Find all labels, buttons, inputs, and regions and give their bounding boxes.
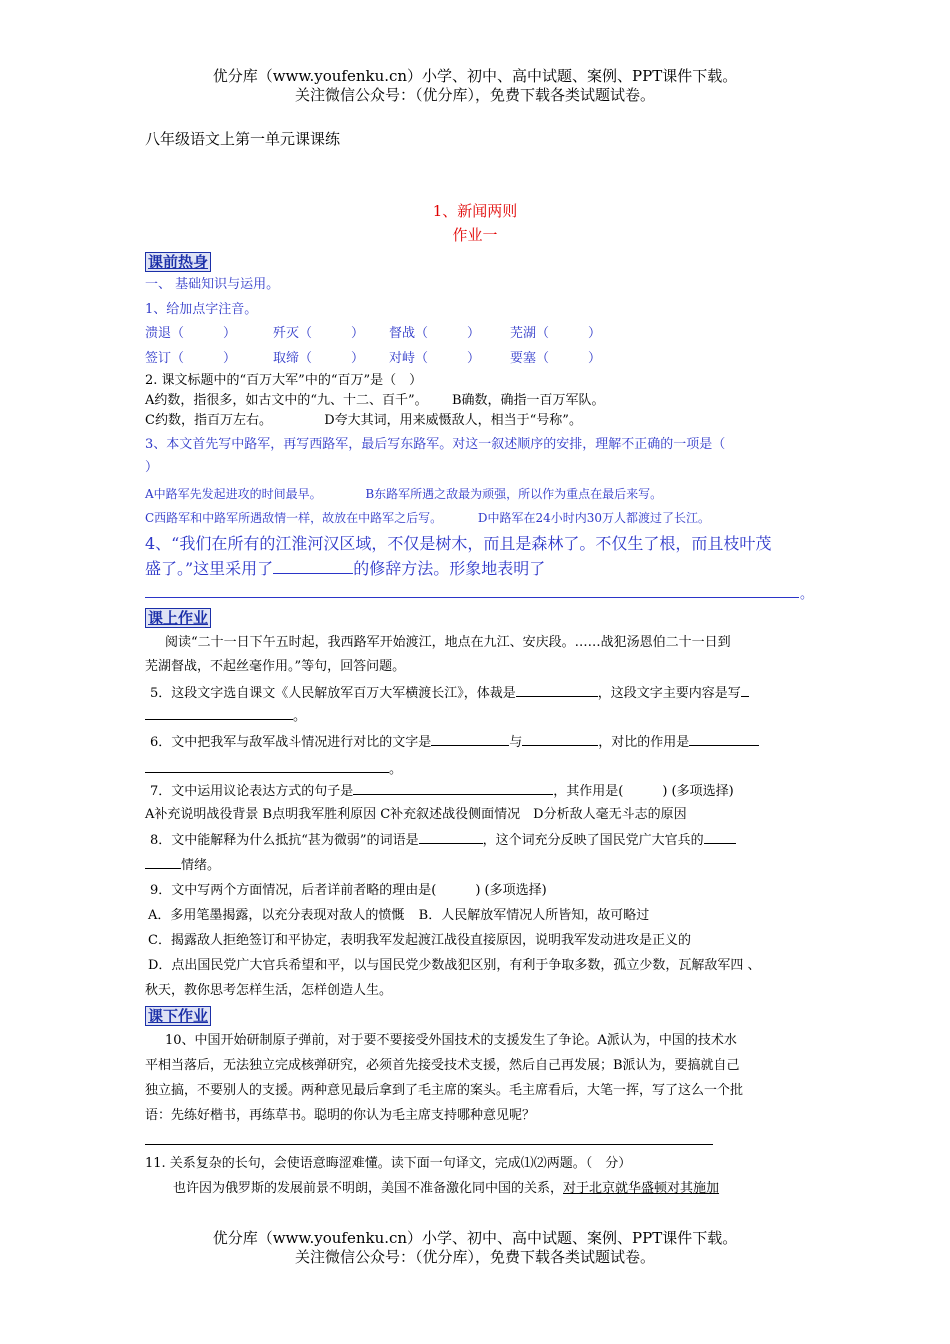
site-footer-line2: 关注微信公众号：（优分库），免费下载各类试题试卷。 bbox=[294, 1248, 655, 1266]
q2-option-a: A约数，指很多，如古文中的“九、十二、百千”。 bbox=[145, 393, 428, 408]
q11-line1: 也许因为俄罗斯的发展前景不明朗，美国不准备激化同中国的关系， bbox=[173, 1181, 564, 1196]
q3-option-c: C西路军和中路军所遇敌情一样，故放在中路军之后写。 bbox=[145, 511, 443, 525]
q5-blank-content[interactable] bbox=[741, 682, 749, 697]
q4-line1: 4、“我们在所有的江淮河汉区域，不仅是树木，而且是森林了。不仅生了根，而且枝叶茂 bbox=[145, 534, 772, 553]
pinyin-item: 芜湖（ ） bbox=[510, 326, 602, 341]
site-header-line2: 关注微信公众号：（优分库），免费下载各类试题试卷。 bbox=[294, 86, 655, 104]
pinyin-item: 溃退（ ） bbox=[145, 326, 237, 341]
q8-blank-2[interactable] bbox=[704, 829, 736, 844]
q2-option-c: C约数，指百万左右。 bbox=[145, 413, 272, 428]
q9-option-a: A．多用笔墨揭露，以充分表现对敌人的愤慨 bbox=[148, 908, 405, 923]
q2-option-d: D夸大其词，用来威慑敌人，相当于“号称”。 bbox=[324, 413, 582, 428]
q7-options: A补充说明战役背景 B点明我军胜利原因 C补充叙述战役侧面情况 D分析敌人毫无斗志的原因 bbox=[145, 807, 687, 822]
q3-option-a: A中路军先发起进攻的时间最早。 bbox=[145, 487, 322, 501]
pinyin-item: 取缔（ ） bbox=[273, 351, 365, 366]
site-header-line1: 优分库（www.youfenku.cn）小学、初中、高中试题、案例、PPT课件下载。 bbox=[212, 67, 738, 85]
site-footer-line1: 优分库（www.youfenku.cn）小学、初中、高中试题、案例、PPT课件下载。 bbox=[212, 1229, 738, 1247]
pinyin-row-1 bbox=[145, 323, 810, 345]
q4-end: 。 bbox=[800, 587, 814, 602]
q10-line2: 平相当落后，无法独立完成核弹研究，必须首先接受技术支援，然后自己再发展；B派认为，要搞就自己 bbox=[145, 1058, 740, 1073]
pinyin-item: 签订（ ） bbox=[145, 351, 237, 366]
q4-line2a: 盛了。”这里采用了 bbox=[145, 559, 274, 578]
q9-option-c: C．揭露敌人拒绝签订和平协定，表明我军发起渡江战役直接原因，说明我军发动进攻是正义的 bbox=[148, 933, 691, 948]
q4-answer-line[interactable] bbox=[145, 597, 799, 598]
q5-text-b: ，这段文字主要内容是写 bbox=[597, 686, 741, 701]
lesson-title: 1、新闻两则 bbox=[432, 202, 518, 220]
q6-text-b: 与 bbox=[509, 735, 523, 750]
q5-blank-genre[interactable] bbox=[516, 682, 598, 697]
q7-text-a: 7．文中运用议论表达方式的句子是 bbox=[150, 784, 354, 799]
q10-answer-line[interactable] bbox=[145, 1144, 713, 1145]
q6-blank-3[interactable] bbox=[689, 731, 759, 746]
q4-blank-1[interactable] bbox=[273, 557, 353, 574]
q11-stem: 11. 关系复杂的长句，会使语意晦涩难懂。读下面一句译文，完成⑴⑵两题。（ 分） bbox=[145, 1156, 632, 1171]
pinyin-item: 对峙（ ） bbox=[389, 351, 481, 366]
q8-blank-2-cont[interactable] bbox=[145, 854, 181, 869]
q3-option-b: B东路军所遇之敌最为顽强，所以作为重点在最后来写。 bbox=[365, 487, 663, 501]
q4-line2b: 的修辞方法。形象地表明了 bbox=[353, 559, 546, 578]
q6-blank-3-cont[interactable] bbox=[145, 758, 389, 773]
q10-line4: 语：先练好楷书，再练草书。聪明的你认为毛主席支持哪种意见呢？ bbox=[145, 1108, 536, 1123]
q9-option-b: B．人民解放军情况人所皆知，故可略过 bbox=[418, 908, 650, 923]
reading-line2: 芜湖督战，不起丝毫作用。”等句，回答问题。 bbox=[145, 659, 406, 674]
pinyin-item: 要塞（ ） bbox=[510, 351, 602, 366]
q6-blank-2[interactable] bbox=[522, 731, 598, 746]
pinyin-item: 督战（ ） bbox=[389, 326, 481, 341]
q3-stem: 3、本文首先写中路军，再写西路军，最后写东路军。对这一叙述顺序的安排，理解不正确的一项是（ bbox=[145, 437, 726, 452]
q5-text-a: 5．这段文字选自课文《人民解放军百万大军横渡长江》，体裁是 bbox=[150, 686, 516, 701]
q3-option-d: D中路军在24小时内30万人都渡过了长江。 bbox=[477, 511, 711, 525]
q5-end: 。 bbox=[293, 709, 307, 724]
q9-stem: 9．文中写两个方面情况，后者详前者略的理由是( ) (多项选择) bbox=[150, 883, 547, 898]
reading-line1: 阅读“二十一日下午五时起，我西路军开始渡江，地点在九江、安庆段。……战犯汤恩伯二十一日到 bbox=[165, 635, 731, 650]
doc-title: 八年级语文上第一单元课课练 bbox=[145, 130, 341, 148]
q11-line1-underlined: 对于北京就华盛顿对其施加 bbox=[563, 1181, 720, 1196]
q8-text-c: 情绪。 bbox=[181, 858, 221, 873]
q8-blank-1[interactable] bbox=[419, 829, 483, 844]
q10-line1: 10、中国开始研制原子弹前，对于要不要接受外国技术的支援发生了争论。A派认为，中国的技术水 bbox=[165, 1033, 737, 1048]
q6-blank-1[interactable] bbox=[431, 731, 509, 746]
q6-text-c: ，对比的作用是 bbox=[598, 735, 690, 750]
q2-option-b: B确数，确指一百万军队。 bbox=[451, 393, 605, 408]
section-after-class: 课下作业 bbox=[145, 1006, 211, 1026]
q6-end: 。 bbox=[389, 762, 403, 777]
q5-blank-content-cont[interactable] bbox=[145, 705, 293, 720]
section-pre-class: 课前热身 bbox=[145, 252, 211, 272]
q8-text-a: 8．文中能解释为什么抵抗“甚为微弱”的词语是 bbox=[150, 833, 419, 848]
pinyin-row-2 bbox=[145, 348, 810, 370]
q7-blank[interactable] bbox=[353, 780, 553, 795]
q2-stem: 2. 课文标题中的“百万大军”中的“百万”是（ ） bbox=[145, 373, 423, 388]
q9-option-d-line2: 秋天，教你思考怎样生活，怎样创造人生。 bbox=[145, 983, 393, 998]
q1-stem: 1、给加点字注音。 bbox=[145, 302, 258, 317]
q10-line3: 独立搞，不要别人的支援。两种意见最后拿到了毛主席的案头。毛主席看后，大笔一挥，写了这么一个批 bbox=[145, 1083, 744, 1098]
q8-text-b: ，这个词充分反映了国民党广大官兵的 bbox=[482, 833, 704, 848]
part1-heading: 一、 基础知识与运用。 bbox=[145, 277, 280, 292]
q7-text-b: ，其作用是( ) (多项选择) bbox=[553, 784, 734, 799]
q6-text-a: 6．文中把我军与敌军战斗情况进行对比的文字是 bbox=[150, 735, 432, 750]
q3-stem-end: ） bbox=[145, 460, 159, 475]
q9-option-d-line1: D．点出国民党广大官兵希望和平，以与国民党少数战犯区别，有利于争取多数，孤立少数，瓦解敌军四 、 bbox=[148, 958, 761, 973]
pinyin-item: 歼灭（ ） bbox=[273, 326, 365, 341]
homework-title: 作业一 bbox=[452, 226, 498, 244]
section-in-class: 课上作业 bbox=[145, 608, 211, 628]
